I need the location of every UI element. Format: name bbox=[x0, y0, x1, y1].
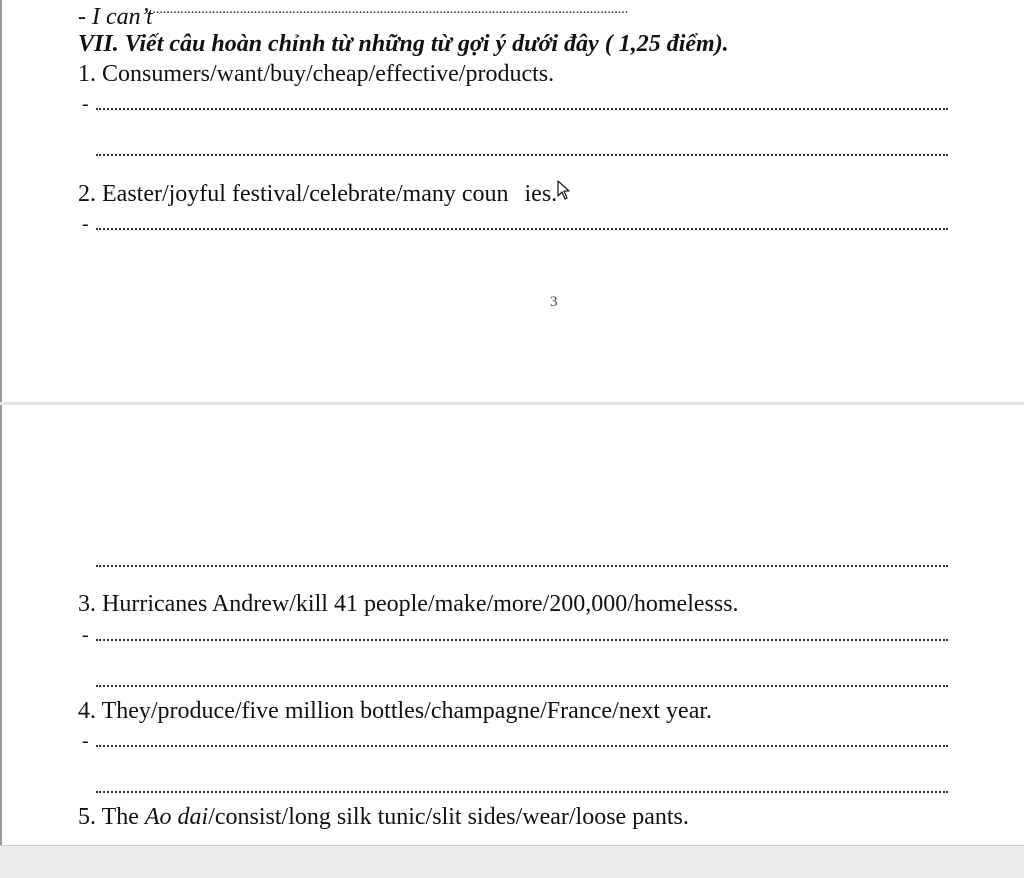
answer-dash: - bbox=[82, 93, 89, 115]
answer-line-4a bbox=[82, 731, 948, 751]
intro-prefix: - I can’t bbox=[78, 4, 153, 30]
mouse-pointer-icon bbox=[557, 180, 571, 200]
answer-line-3a bbox=[82, 625, 948, 645]
answer-line-2b bbox=[96, 551, 948, 571]
dotted-line bbox=[96, 108, 948, 110]
page-number: 3 bbox=[550, 294, 558, 310]
dotted-line bbox=[96, 154, 948, 156]
dotted-line bbox=[96, 565, 948, 567]
page-4 bbox=[0, 405, 1024, 845]
question-2 bbox=[78, 180, 557, 208]
question-5-text-start: 5. The bbox=[78, 804, 145, 830]
answer-line-1b bbox=[96, 140, 948, 160]
intro-line bbox=[78, 0, 983, 31]
answer-line-2a bbox=[82, 214, 948, 234]
answer-dash: - bbox=[82, 624, 89, 646]
dotted-line bbox=[96, 685, 948, 687]
question-3: 3. Hurricanes Andrew/kill 41 people/make/more/200,000/homelesss. bbox=[78, 591, 739, 617]
question-1: 1. Consumers/want/buy/cheap/effective/products. bbox=[78, 61, 555, 87]
question-2-text-start: 2. Easter/joyful festival/celebrate/many coun bbox=[78, 181, 509, 207]
answer-line-3b bbox=[96, 671, 948, 691]
question-5-italic: Ao dai bbox=[144, 804, 209, 830]
question-4: 4. They/produce/five million bottles/champagne/France/next year. bbox=[78, 698, 713, 724]
dotted-line bbox=[96, 791, 948, 793]
question-5 bbox=[78, 803, 689, 831]
question-5-text-end: /consist/long silk tunic/slit sides/wear/loose pants. bbox=[208, 804, 689, 830]
page-3 bbox=[0, 0, 1024, 402]
dotted-line bbox=[96, 745, 948, 747]
intro-dots: ........................................................................................................................................ bbox=[152, 2, 629, 17]
dotted-line bbox=[96, 228, 948, 230]
answer-dash: - bbox=[82, 730, 89, 752]
answer-line-4b bbox=[96, 777, 948, 797]
answer-line-1a bbox=[82, 94, 948, 114]
answer-dash: - bbox=[82, 213, 89, 235]
question-2-text-end: ies. bbox=[524, 181, 558, 207]
dotted-line bbox=[96, 639, 948, 641]
bottom-bar bbox=[0, 845, 1024, 878]
section-title: VII. Viết câu hoàn chỉnh từ những từ gợi ý dưới đây ( 1,25 điểm). bbox=[78, 31, 729, 57]
